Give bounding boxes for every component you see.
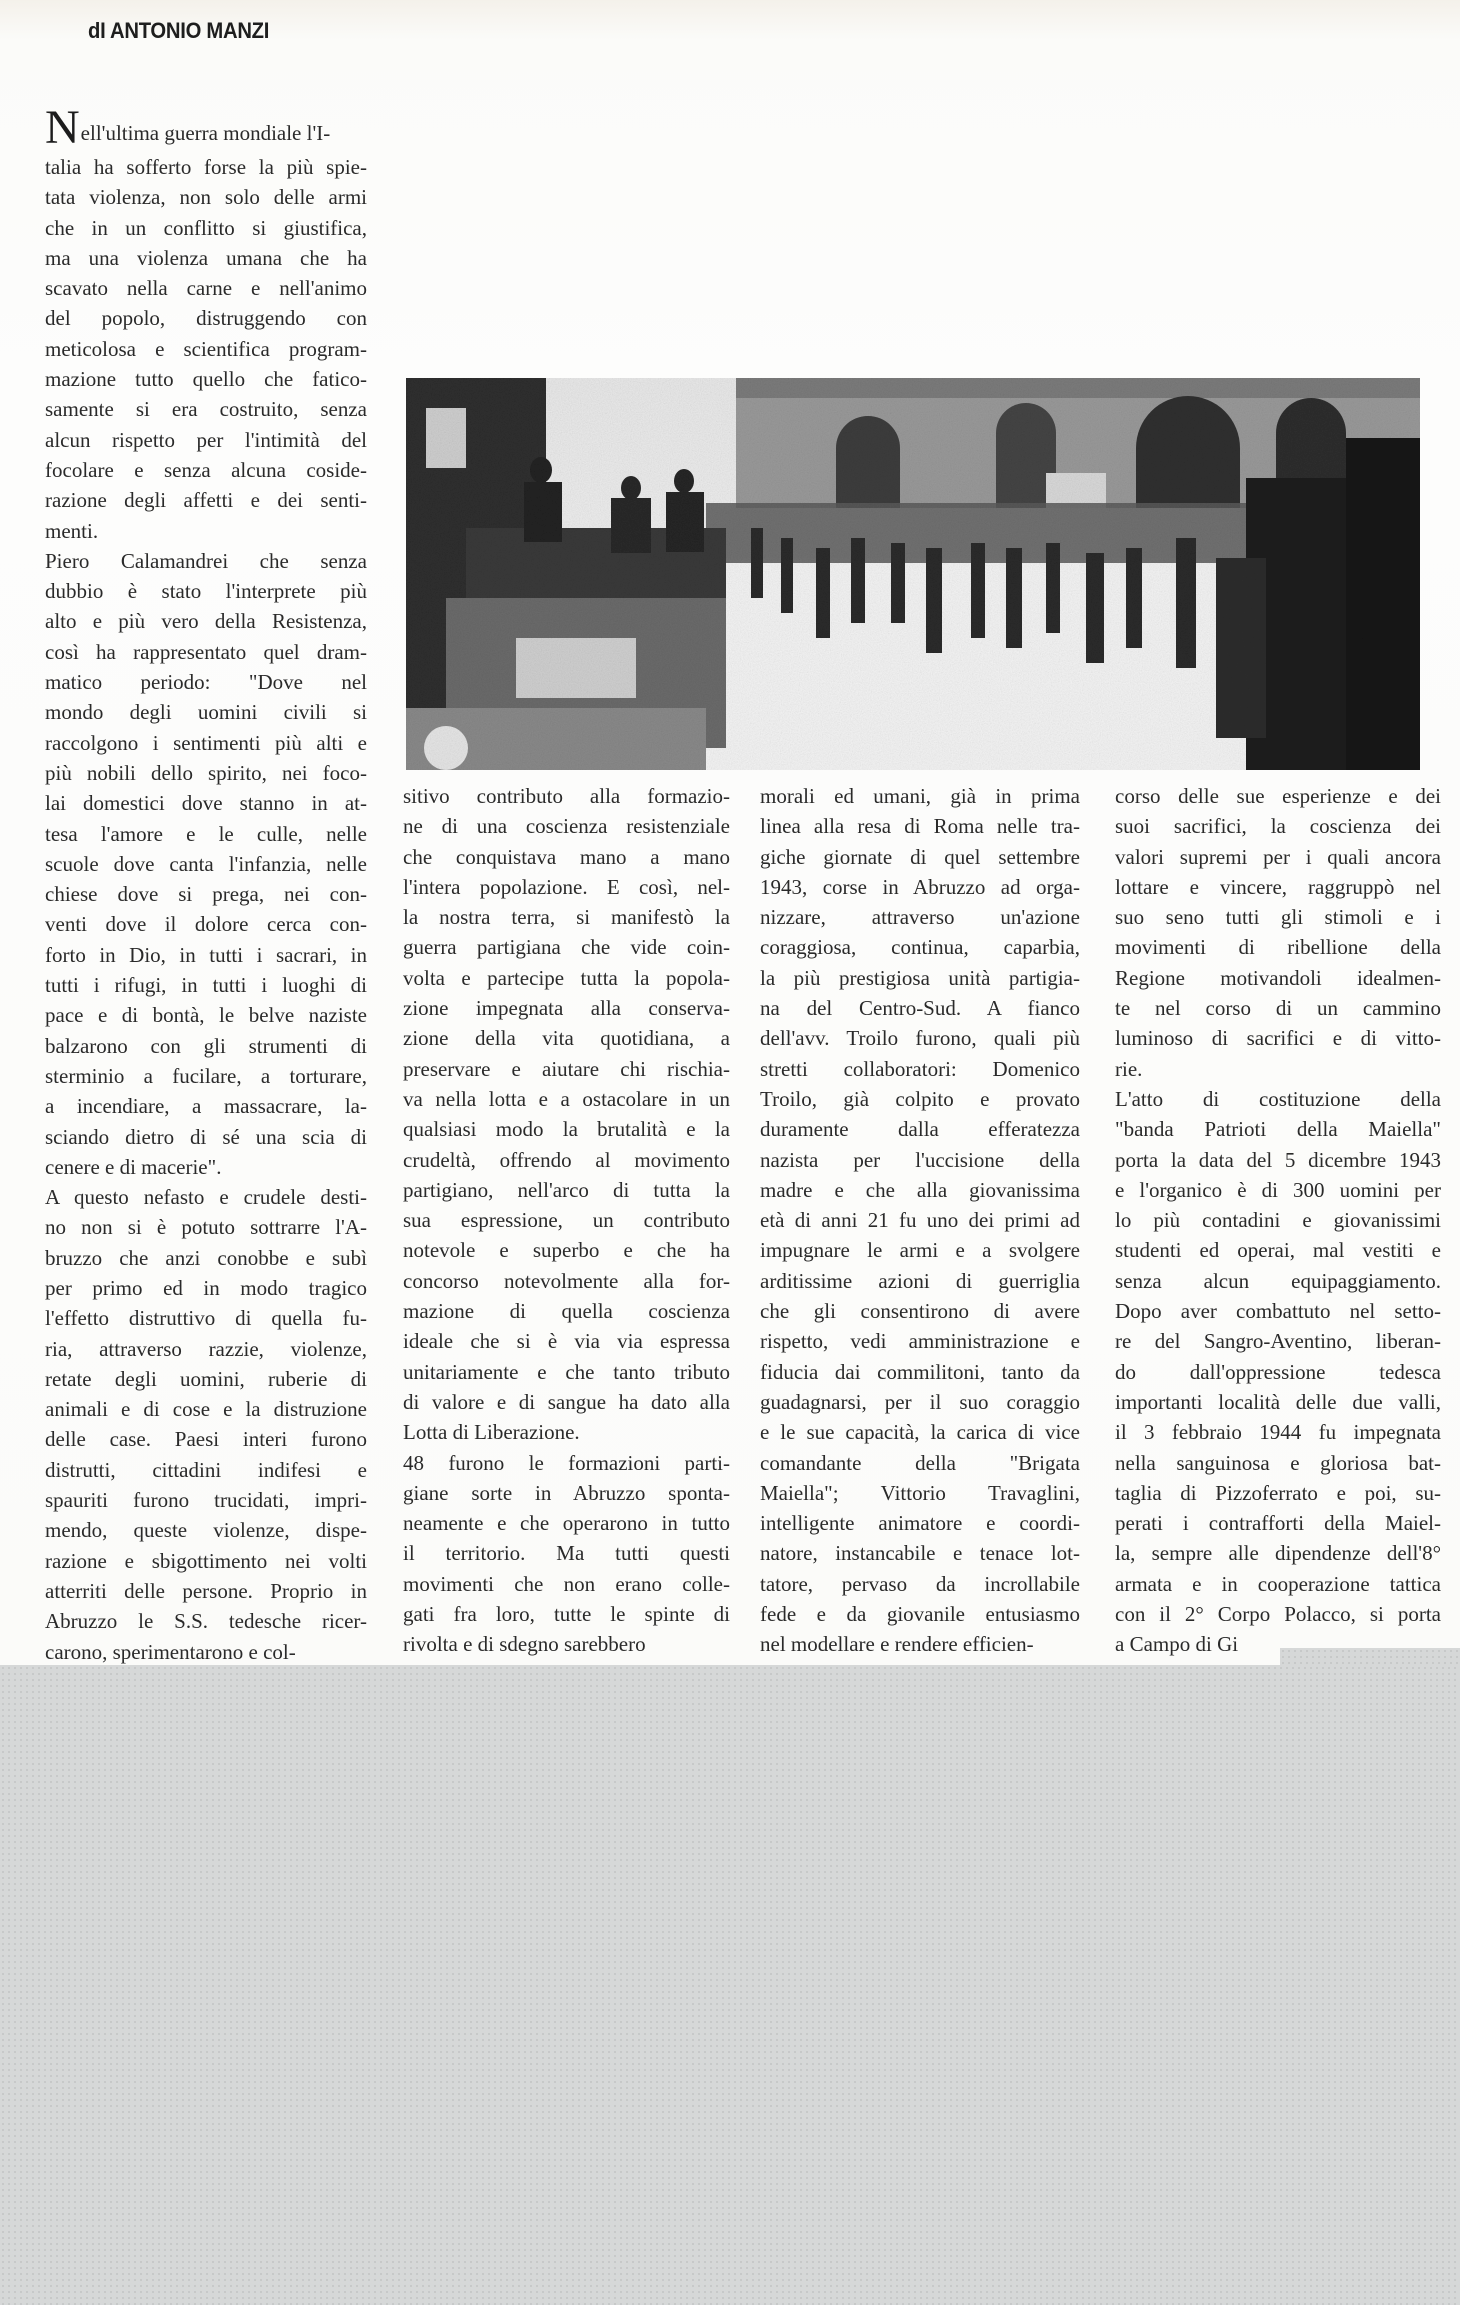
text-column-2 (403, 781, 730, 1660)
text-line: nizzare, attraverso un'azione (760, 905, 1080, 930)
text-line: unitariamente e che tanto tributo (403, 1359, 730, 1384)
text-line: età di anni 21 fu uno dei primi ad (760, 1208, 1080, 1233)
text-line: tutti i rifugi, in tutti i luoghi di (45, 973, 367, 998)
text-line: suo seno tutti gli stimoli e i (1115, 905, 1441, 930)
text-line: rispetto, vedi amministrazione e (760, 1329, 1080, 1354)
text-line: del popolo, distruggendo con (45, 306, 367, 331)
text-line: animali e di cose e la distruzione (45, 1397, 367, 1422)
text-line: perati i contrafforti della Maiel- (1115, 1511, 1441, 1536)
text-line: gati fra loro, tutte le spinte di (403, 1602, 730, 1627)
text-line: Troilo, già colpito e provato (760, 1086, 1080, 1111)
text-line: con il 2° Corpo Polacco, si porta (1115, 1602, 1441, 1627)
text-line: duramente dalla efferatezza (760, 1117, 1080, 1142)
text-line: re del Sangro-Aventino, liberan- (1115, 1329, 1441, 1354)
text-line: di valore e di sangue ha dato alla (403, 1389, 730, 1414)
text-line: zione della vita quotidiana, a (403, 1026, 730, 1051)
text-column-4 (1115, 781, 1441, 1660)
text-line: sua espressione, un contributo (403, 1208, 730, 1233)
text-line: rivolta e di sdegno sarebbero (403, 1632, 646, 1657)
text-line: focolare e senza alcuna coside- (45, 457, 367, 482)
text-line: alcun rispetto per l'intimità del (45, 427, 367, 452)
photo-image (406, 378, 1420, 770)
text-line: linea alla resa di Roma nelle tra- (760, 814, 1080, 839)
text-line: razione e sbigottimento nei volti (45, 1548, 367, 1573)
text-line: Regione motivandoli idealmen- (1115, 965, 1441, 990)
text-line: L'atto di costituzione della (1115, 1086, 1441, 1111)
text-line: il territorio. Ma tutti questi (403, 1541, 730, 1566)
text-line: ne di una coscienza resistenziale (403, 814, 730, 839)
text-line: meticolosa e scientifica program- (45, 336, 367, 361)
text-line: na del Centro-Sud. A fianco (760, 996, 1080, 1021)
text-line: coraggiosa, continua, caparbia, (760, 935, 1080, 960)
text-line: la, sempre alle dipendenze dell'8° (1115, 1541, 1441, 1566)
text-line: volta e partecipe tutta la popola- (403, 965, 730, 990)
scan-cutoff-area (1280, 1648, 1460, 1665)
text-line: impugnare le armi e a svolgere (760, 1238, 1080, 1263)
text-line: natore, instancabile e tenace lot- (760, 1541, 1080, 1566)
text-line: guerra partigiana che vide coin- (403, 935, 730, 960)
text-line: va nella lotta e a ostacolare in un (403, 1086, 730, 1111)
text-line: l'intera popolazione. E così, nel- (403, 874, 730, 899)
text-line: delle case. Paesi interi furono (45, 1427, 367, 1452)
text-line: atterriti delle persone. Proprio in (45, 1578, 367, 1603)
text-line: morali ed umani, già in prima (760, 784, 1080, 808)
text-line: menti. (45, 518, 99, 543)
text-line: senza alcun equipaggiamento. (1115, 1268, 1441, 1293)
text-line: valori supremi per i quali ancora (1115, 844, 1441, 869)
text-line: matico periodo: "Dove nel (45, 670, 367, 695)
text-line: tatore, pervaso da incrollabile (760, 1571, 1080, 1596)
text-line: mendo, queste violenze, dispe- (45, 1518, 367, 1543)
text-line: taglia di Pizzoferrato e poi, su- (1115, 1480, 1441, 1505)
text-line: studenti ed operai, mal vestiti e (1115, 1238, 1441, 1263)
text-line: mondo degli uomini civili si (45, 700, 367, 725)
text-line: Abruzzo le S.S. tedesche ricer- (45, 1609, 367, 1634)
text-line: la nostra terra, si manifestò la (403, 905, 730, 930)
text-line: bruzzo che anzi conobbe e subì (45, 1245, 367, 1270)
text-line: arditissime azioni di guerriglia (760, 1268, 1080, 1293)
text-line: nella sanguinosa e gloriosa bat- (1115, 1450, 1441, 1475)
text-line: razione degli affetti e dei senti- (45, 488, 367, 513)
text-line: suoi sacrifici, la coscienza dei (1115, 814, 1441, 839)
text-line: nazista per l'uccisione della (760, 1147, 1080, 1172)
text-line: madre e che alla giovanissima (760, 1177, 1080, 1202)
article-photo (406, 378, 1420, 770)
text-line: che gli consentirono di avere (760, 1299, 1080, 1324)
text-line: Dopo aver combattuto nel setto- (1115, 1299, 1441, 1324)
text-line: 48 furono le formazioni parti- (403, 1450, 730, 1475)
text-line: porta la data del 5 dicembre 1943 (1115, 1147, 1441, 1172)
text-line: Maiella"; Vittorio Travaglini, (760, 1480, 1080, 1505)
text-line: forto in Dio, in tutti i sacrari, in (45, 942, 367, 967)
text-line: do dall'oppressione tedesca (1115, 1359, 1441, 1384)
text-line: il 3 febbraio 1944 fu impegnata (1115, 1420, 1441, 1445)
text-line: zione impegnata alla conserva- (403, 996, 730, 1021)
text-line: balzarono con gli strumenti di (45, 1033, 367, 1058)
text-line: venti dove il dolore cerca con- (45, 912, 367, 937)
author-byline: dI ANTONIO MANZI (88, 18, 270, 43)
text-column-3 (760, 781, 1080, 1660)
text-line: lai domestici dove stanno in at- (45, 791, 367, 816)
text-line: alto e più vero della Resistenza, (45, 609, 367, 634)
text-line: carono, sperimentarono e col- (45, 1639, 296, 1664)
text-line: Lotta di Liberazione. (403, 1420, 580, 1445)
text-line: più nobili dello spirito, nei foco- (45, 760, 367, 785)
text-line: scuole dove canta l'infanzia, nelle (45, 851, 367, 876)
text-line: per primo ed in modo tragico (45, 1275, 367, 1300)
text-line: retate degli uomini, ruberie di (45, 1366, 367, 1391)
text-line: dell'avv. Troilo furono, quali più (760, 1026, 1080, 1051)
text-line: rie. (1115, 1056, 1143, 1081)
text-line: guadagnarsi, per il suo coraggio (760, 1389, 1080, 1414)
text-line: sciando dietro di sé una scia di (45, 1124, 367, 1149)
text-line: e l'organico è di 300 uomini per (1115, 1177, 1441, 1202)
text-line: così ha rappresentato quel dram- (45, 639, 367, 664)
text-line: neamente e che operarono in tutto (403, 1511, 730, 1536)
text-line: cenere e di macerie". (45, 1154, 222, 1179)
text-line: A questo nefasto e crudele desti- (45, 1185, 367, 1210)
text-line: Piero Calamandrei che senza (45, 548, 367, 573)
text-line: che conquistava mano a mano (403, 844, 730, 869)
text-line: samente si era costruito, senza (45, 397, 367, 422)
text-line: concorso notevolmente alla for- (403, 1268, 730, 1293)
text-line: a Campo di Gi (1115, 1632, 1239, 1657)
text-line: che in un conflitto si giustifica, (45, 215, 367, 240)
text-line: 1943, corse in Abruzzo ad orga- (760, 874, 1080, 899)
text-line: fiducia dai commilitoni, tanto da (760, 1359, 1080, 1384)
text-line: mazione di quella coscienza (403, 1299, 730, 1324)
text-line: importanti località delle due valli, (1115, 1389, 1441, 1414)
text-line: scavato nella carne e nell'animo (45, 276, 367, 301)
text-line: talia ha sofferto forse la più spie- (45, 155, 367, 179)
text-line: giche giornate di quel settembre (760, 844, 1080, 869)
text-line: sterminio a fucilare, a torturare, (45, 1063, 367, 1088)
text-line: e le sue capacità, la carica di vice (760, 1420, 1080, 1445)
text-line: sitivo contributo alla formazio- (403, 784, 730, 808)
drop-cap: N (45, 106, 80, 152)
text-line: nel modellare e rendere efficien- (760, 1632, 1034, 1657)
text-line: qualsiasi modo la brutalità e la (403, 1117, 730, 1142)
text-line: la più prestigiosa unità partigia- (760, 965, 1080, 990)
text-line: stretti collaboratori: Domenico (760, 1056, 1080, 1081)
text-line: movimenti che non erano colle- (403, 1571, 730, 1596)
text-line: pace e di bontà, le belve naziste (45, 1003, 367, 1028)
text-line: ria, attraverso razzie, violenze, (45, 1336, 367, 1361)
first-line (45, 106, 367, 152)
text-line: armata e in cooperazione tattica (1115, 1571, 1441, 1596)
text-line: corso delle sue esperienze e dei (1115, 784, 1441, 808)
text-line: partigiano, nell'arco di tutta la (403, 1177, 730, 1202)
text-line: chiese dove si prega, nei con- (45, 882, 367, 907)
text-line: l'effetto distruttivo di quella fu- (45, 1306, 367, 1331)
text-line: dubbio è stato l'interprete più (45, 579, 367, 604)
text-line: movimenti di ribellione della (1115, 935, 1441, 960)
text-line: lo più contadini e giovanissimi (1115, 1208, 1441, 1233)
text-line: ideale che si è via via espressa (403, 1329, 730, 1354)
text-line: te nel corso di un cammino (1115, 996, 1441, 1021)
text-line: mazione tutto quello che fatico- (45, 367, 367, 392)
text-line: no non si è potuto sottrarre l'A- (45, 1215, 367, 1240)
text-line: spauriti furono trucidati, impri- (45, 1488, 367, 1513)
text-line: distrutti, cittadini indifesi e (45, 1457, 367, 1482)
text-line: giane sorte in Abruzzo sponta- (403, 1480, 730, 1505)
text-line: intelligente animatore e coordi- (760, 1511, 1080, 1536)
text-line: ma una violenza umana che ha (45, 245, 367, 270)
text-line: "banda Patrioti della Maiella" (1115, 1117, 1441, 1142)
text-line: raccolgono i sentimenti più alti e (45, 730, 367, 755)
text-line: fede e da giovanile entusiasmo (760, 1602, 1080, 1627)
scan-empty-area (0, 1665, 1460, 2305)
first-line-text: ell'ultima guerra mondiale l'I- (80, 121, 331, 145)
text-line: comandante della "Brigata (760, 1450, 1080, 1475)
text-line: preservare e aiutare chi rischia- (403, 1056, 730, 1081)
text-line: crudeltà, offrendo al movimento (403, 1147, 730, 1172)
text-column-1 (45, 106, 367, 1667)
text-line: tesa l'amore e le culle, nelle (45, 821, 367, 846)
text-line: a incendiare, a massacrare, la- (45, 1094, 367, 1119)
text-line: lottare e vincere, raggruppò nel (1115, 874, 1441, 899)
text-line: notevole e superbo e che ha (403, 1238, 730, 1263)
text-line: tata violenza, non solo delle armi (45, 185, 367, 210)
text-line: luminoso di sacrifici e di vitto- (1115, 1026, 1441, 1051)
